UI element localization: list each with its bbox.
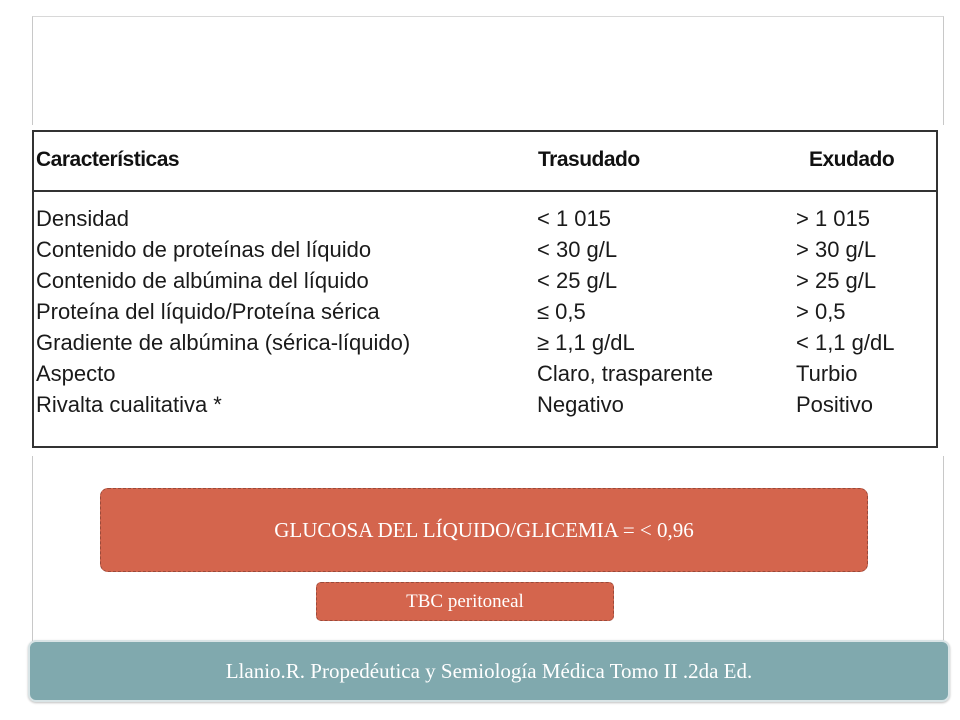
exudado-value: > 30 g/L bbox=[796, 237, 877, 262]
glucosa-ratio-box bbox=[100, 488, 868, 572]
exudado-value: Turbio bbox=[796, 361, 858, 386]
reference-text: Llanio.R. Propedéutica y Semiología Médica Tomo II .2da Ed. bbox=[225, 658, 753, 683]
trasudado-value: < 25 g/L bbox=[537, 268, 618, 293]
table-header-row bbox=[34, 132, 936, 192]
trasudado-value: ≤ 0,5 bbox=[537, 299, 586, 324]
header-exudado: Exudado bbox=[809, 148, 895, 171]
trasudado-value: < 1 015 bbox=[537, 206, 612, 231]
row-label: Contenido de proteínas del líquido bbox=[36, 237, 372, 262]
row-label: Aspecto bbox=[36, 361, 116, 386]
header-caracteristicas: Características bbox=[36, 148, 180, 171]
tbc-peritoneal-box bbox=[316, 582, 614, 621]
glucosa-ratio-text: GLUCOSA DEL LÍQUIDO/GLICEMIA = < 0,96 bbox=[274, 517, 694, 542]
table-row bbox=[34, 330, 936, 361]
trasudado-value: Negativo bbox=[537, 392, 624, 417]
header-trasudado: Trasudado bbox=[538, 148, 640, 171]
table-row bbox=[34, 299, 936, 330]
slide-frame-top bbox=[32, 16, 944, 125]
exudado-value: > 1 015 bbox=[796, 206, 871, 231]
exudado-value: > 0,5 bbox=[796, 299, 846, 324]
row-label: Rivalta cualitativa * bbox=[36, 392, 222, 417]
row-label: Densidad bbox=[36, 206, 129, 231]
exudado-value: < 1,1 g/dL bbox=[796, 330, 895, 355]
table-row bbox=[34, 237, 936, 268]
row-label: Proteína del líquido/Proteína sérica bbox=[36, 299, 380, 324]
table-row bbox=[34, 206, 936, 237]
row-label: Gradiente de albúmina (sérica-líquido) bbox=[36, 330, 411, 355]
table-row bbox=[34, 268, 936, 299]
table-row bbox=[34, 392, 936, 423]
comparison-table bbox=[32, 130, 938, 448]
trasudado-value: Claro, trasparente bbox=[537, 361, 714, 386]
exudado-value: > 25 g/L bbox=[796, 268, 877, 293]
exudado-value: Positivo bbox=[796, 392, 874, 417]
tbc-peritoneal-text: TBC peritoneal bbox=[406, 590, 524, 612]
reference-bar bbox=[28, 640, 950, 702]
trasudado-value: ≥ 1,1 g/dL bbox=[537, 330, 635, 355]
trasudado-value: < 30 g/L bbox=[537, 237, 618, 262]
table-row bbox=[34, 361, 936, 392]
row-label: Contenido de albúmina del líquido bbox=[36, 268, 369, 293]
